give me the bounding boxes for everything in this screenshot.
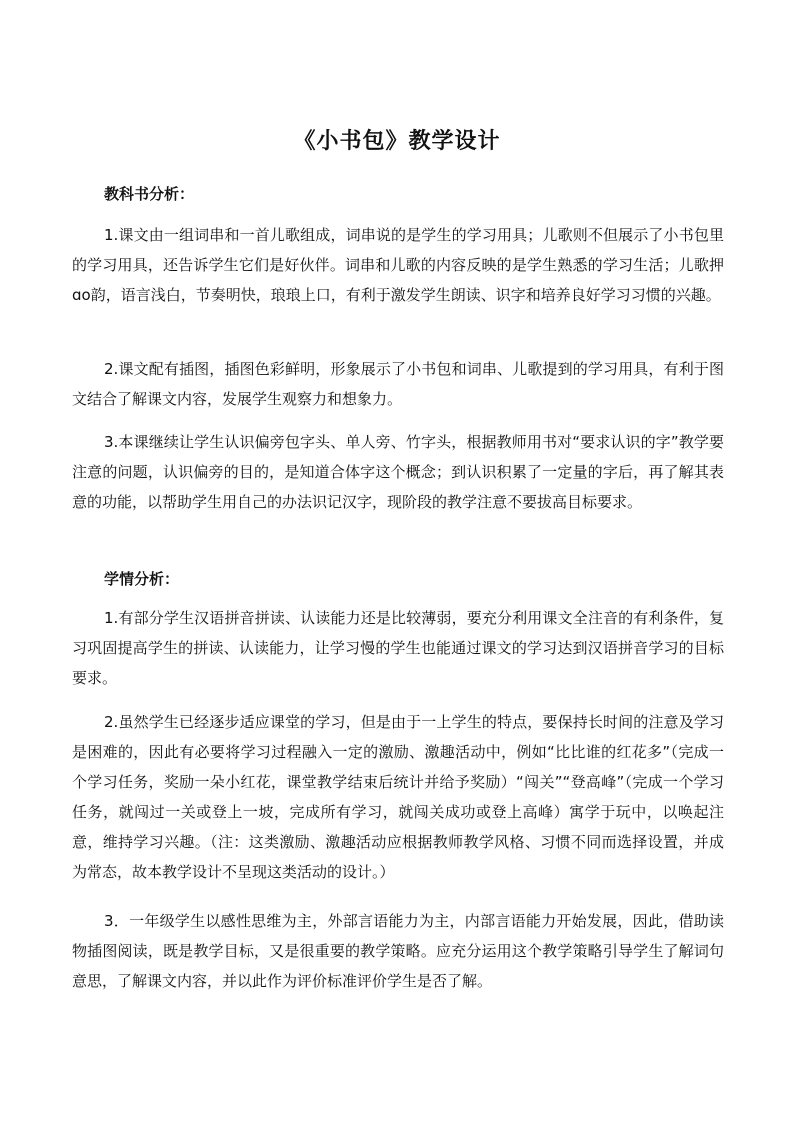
- paragraph-textbook-3: 3.本课继续让学生认识偏旁包字头、单人旁、竹字头，根据教师用书对“要求认识的字”教学要注意的问题，认识偏旁的目的，是知道合体字这个概念；到认识积累了一定量的字后，再了解其表意的功能，以帮助学生用自己的办法识记汉字，现阶段的教学注意不要拔高目标要求。: [72, 433, 724, 511]
- paragraph-textbook-2: 2.课文配有插图，插图色彩鲜明，形象展示了小书包和词串、儿歌提到的学习用具，有利于图文结合了解课文内容，发展学生观察力和想象力。: [72, 360, 724, 408]
- paragraph-student-1: 1.有部分学生汉语拼音拼读、认读能力还是比较薄弱，要充分利用课文全注音的有利条件，复习巩固提高学生的拼读、认读能力，让学习慢的学生也能通过课文的学习达到汉语拼音学习的目标要求。: [72, 609, 724, 687]
- section-heading-textbook-analysis: 教科书分析：: [104, 185, 195, 203]
- paragraph-textbook-1: 1.课文由一组词串和一首儿歌组成，词串说的是学生的学习用具；儿歌则不但展示了小书包里的学习用具，还告诉学生它们是好伙伴。词串和儿歌的内容反映的是学生熟悉的学习生活；儿歌押ɑo韵，语言浅白，节奏明快，琅琅上口，有利于激发学生朗读、识字和培养良好学习习惯的兴趣。: [72, 226, 724, 304]
- document-title: 《小书包》教学设计: [293, 129, 501, 154]
- section-heading-student-analysis: 学情分析：: [104, 570, 180, 588]
- paragraph-student-3: 3．一年级学生以感性思维为主，外部言语能力为主，内部言语能力开始发展，因此，借助读物插图阅读，既是教学目标，又是很重要的教学策略。应充分运用这个教学策略引导学生了解词句意思，了解课文内容，并以此作为评价标准评价学生是否了解。: [72, 912, 724, 990]
- paragraph-student-2: 2.虽然学生已经逐步适应课堂的学习，但是由于一上学生的特点，要保持长时间的注意及学习是困难的，因此有必要将学习过程融入一定的激励、激趣活动中，例如“比比谁的红花多”（完成一个学习任务，奖励一朵小红花，课堂教学结束后统计并给予奖励）“闯关”“登高峰”（完成一个学习任务，就闯过一关或登上一坡，完成所有学习，就闯关成功或登上高峰）寓学于玩中，以唤起注意，维持学习兴趣。（注：这类激励、激趣活动应根据教师教学风格、习惯不同而选择设置，并成为常态，故本教学设计不呈现这类活动的设计。）: [72, 713, 724, 881]
